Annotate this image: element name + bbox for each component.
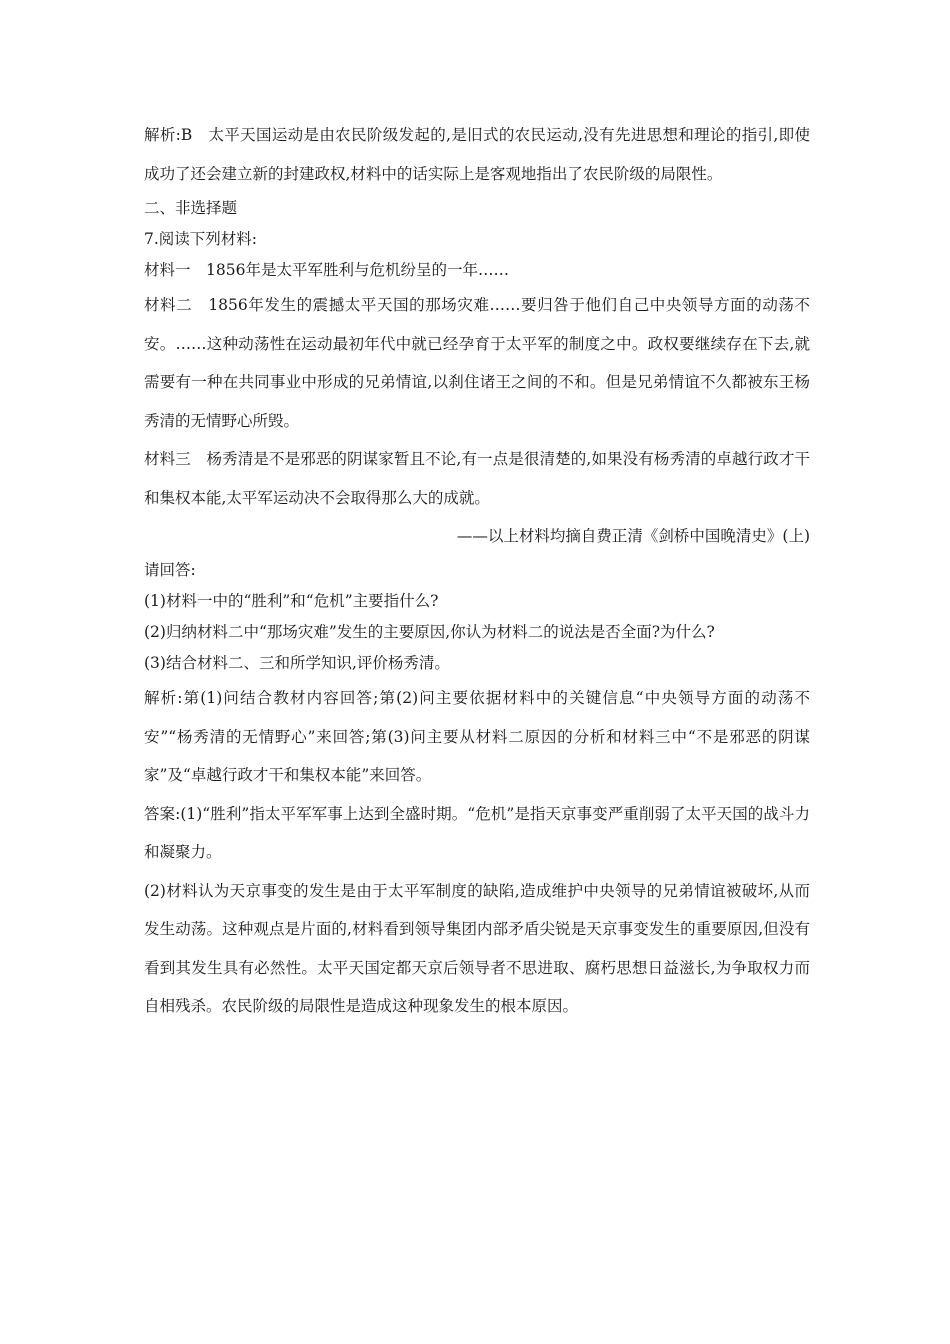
material-2: 材料二 1856年发生的震撼太平天国的那场灾难……要归咎于他们自己中央领导方面的动荡不安。……这种动荡性在运动最初年代中就已经孕育于太平军的制度之中。政权要继续存在下去,就需要有一种在共同事业中形成的兄弟情谊,以刹住诸王之间的不和。但是兄弟情谊不久都被东王杨秀清的无情野心所毁。 — [144, 296, 810, 430]
answer-1: 答案:(1)“胜利”指太平军军事上达到全盛时期。“危机”是指天京事变严重削弱了太平天国的战斗力和凝聚力。 — [144, 804, 810, 861]
question-7-intro: 7.阅读下列材料: — [144, 230, 258, 248]
question-2: (2)归纳材料二中“那场灾难”发生的主要原因,你认为材料二的说法是否全面?为什么? — [144, 623, 715, 641]
source-citation: ——以上材料均摘自费正清《剑桥中国晚清史》(上) — [456, 527, 810, 545]
analysis-7: 解析:第(1)问结合教材内容回答;第(2)问主要依据材料中的关键信息“中央领导方面的动荡不安”“杨秀清的无情野心”来回答;第(3)问主要从材料二原因的分析和材料三中“不是邪恶的阴谋家”及“卓越行政才干和集权本能”来回答。 — [144, 689, 810, 784]
please-answer: 请回答: — [144, 561, 196, 579]
answer-2: (2)材料认为天京事变的发生是由于太平军制度的缺陷,造成维护中央领导的兄弟情谊被破坏,从而发生动荡。这种观点是片面的,材料看到领导集团内部矛盾尖锐是天京事变发生的重要原因,但没有看到其发生具有必然性。太平天国定都天京后领导者不思进取、腐朽思想日益滋长,为争取权力而自相残杀。农民阶级的局限性是造成这种现象发生的根本原因。 — [144, 881, 810, 1015]
document-page — [144, 116, 810, 1026]
section-heading: 二、非选择题 — [144, 199, 238, 217]
analysis-6: 解析:B 太平天国运动是由农民阶级发起的,是旧式的农民运动,没有先进思想和理论的指引,即使成功了还会建立新的封建政权,材料中的话实际上是客观地指出了农民阶级的局限性。 — [144, 126, 810, 183]
material-3: 材料三 杨秀清是不是邪恶的阴谋家暂且不论,有一点是很清楚的,如果没有杨秀清的卓越行政才干和集权本能,太平军运动决不会取得那么大的成就。 — [144, 450, 810, 507]
question-1: (1)材料一中的“胜利”和“危机”主要指什么? — [144, 592, 439, 610]
material-1: 材料一 1856年是太平军胜利与危机纷呈的一年…… — [144, 261, 509, 279]
question-3: (3)结合材料二、三和所学知识,评价杨秀清。 — [144, 654, 450, 672]
